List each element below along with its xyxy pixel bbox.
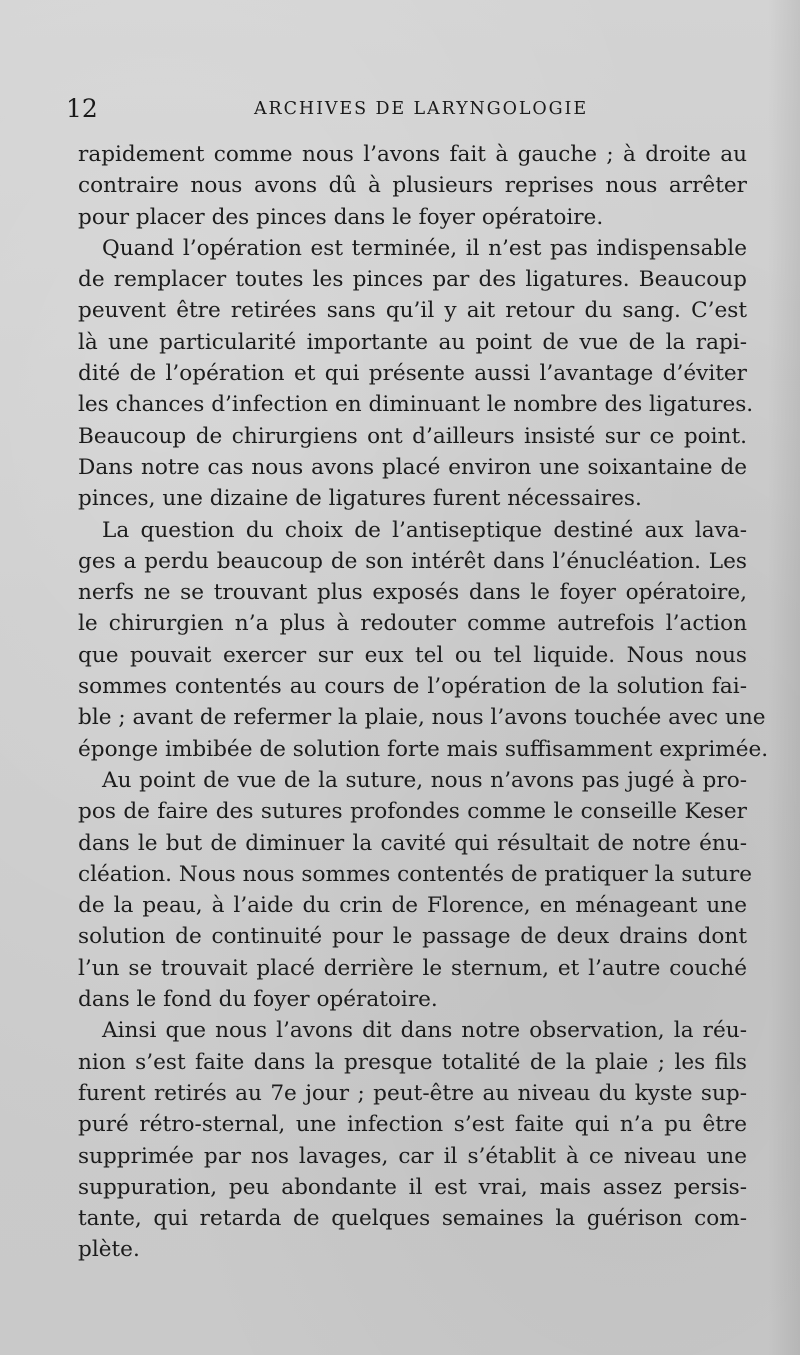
text-line: les chances d’infection en diminuant le nombre des ligatures. — [78, 392, 754, 418]
text-line: nion s’est faite dans la presque totalité de la plaie ; les fils — [78, 1049, 747, 1075]
text-line: Beaucoup de chirurgiens ont d’ailleurs insisté sur ce point. — [78, 423, 747, 449]
text-line: dité de l’opération et qui présente aussi l’avantage d’éviter — [78, 361, 747, 387]
text-line: le chirurgien n’a plus à redouter comme autrefois l’action — [78, 611, 747, 637]
text-line: La question du choix de l’antiseptique destiné aux lava- — [102, 517, 747, 543]
text-line: que pouvait exercer sur eux tel ou tel liquide. Nous nous — [78, 642, 747, 668]
text-line: Ainsi que nous l’avons dit dans notre observation, la réu- — [102, 1018, 747, 1044]
text-line: nerfs ne se trouvant plus exposés dans le foyer opératoire, — [78, 580, 747, 606]
body-text — [78, 139, 769, 1266]
text-line: pos de faire des sutures profondes comme le conseille Keser — [78, 799, 747, 825]
text-line: l’un se trouvait placé derrière le sternum, et l’autre couché — [78, 955, 747, 981]
text-line: pour placer des pinces dans le foyer opératoire. — [78, 204, 604, 230]
text-line: ges a perdu beaucoup de son intérêt dans l’énucléation. Les — [78, 548, 747, 574]
text-line: là une particularité importante au point de vue de la rapi- — [78, 329, 747, 355]
text-line: peuvent être retirées sans qu’il y ait retour du sang. C’est — [78, 298, 747, 324]
text-line: de la peau, à l’aide du crin de Florence, en ménageant une — [78, 893, 747, 919]
text-line: tante, qui retarda de quelques semaines la guérison com- — [78, 1206, 747, 1232]
text-line: pinces, une dizaine de ligatures furent nécessaires. — [78, 486, 642, 512]
text-line: puré rétro-sternal, une infection s’est faite qui n’a pu être — [78, 1112, 747, 1138]
text-line: de remplacer toutes les pinces par des ligatures. Beaucoup — [78, 267, 747, 293]
running-title: ARCHIVES DE LARYNGOLOGIE — [254, 99, 589, 119]
page-number: 12 — [66, 94, 98, 123]
page-edge-shadow — [768, 0, 800, 1355]
text-line: ble ; avant de refermer la plaie, nous l’avons touchée avec une — [78, 705, 766, 731]
text-line: solution de continuité pour le passage de deux drains dont — [78, 924, 747, 950]
text-line: sommes contentés au cours de l’opération de la solution fai- — [78, 674, 747, 700]
text-line: plète. — [78, 1237, 140, 1263]
text-line: dans le but de diminuer la cavité qui résultait de notre énu- — [78, 830, 747, 856]
text-line: rapidement comme nous l’avons fait à gauche ; à droite au — [78, 142, 747, 167]
text-line: éponge imbibée de solution forte mais suffisamment exprimée. — [78, 736, 769, 762]
text-line: Quand l’opération est terminée, il n’est pas indispensable — [102, 235, 747, 261]
text-line: Dans notre cas nous avons placé environ une soixantaine de — [78, 454, 747, 480]
page-header — [66, 94, 756, 128]
text-line: furent retirés au 7e jour ; peut-être au niveau du kyste sup- — [78, 1080, 747, 1106]
text-line: supprimée par nos lavages, car il s’établit à ce niveau une — [78, 1143, 747, 1169]
text-line: suppuration, peu abondante il est vrai, mais assez persis- — [78, 1174, 747, 1200]
text-line: contraire nous avons dû à plusieurs reprises nous arrêter — [78, 173, 747, 199]
text-line: Au point de vue de la suture, nous n’avons pas jugé à pro- — [102, 767, 747, 793]
text-line: dans le fond du foyer opératoire. — [78, 987, 438, 1013]
text-line: cléation. Nous nous sommes contentés de pratiquer la suture — [78, 861, 752, 887]
